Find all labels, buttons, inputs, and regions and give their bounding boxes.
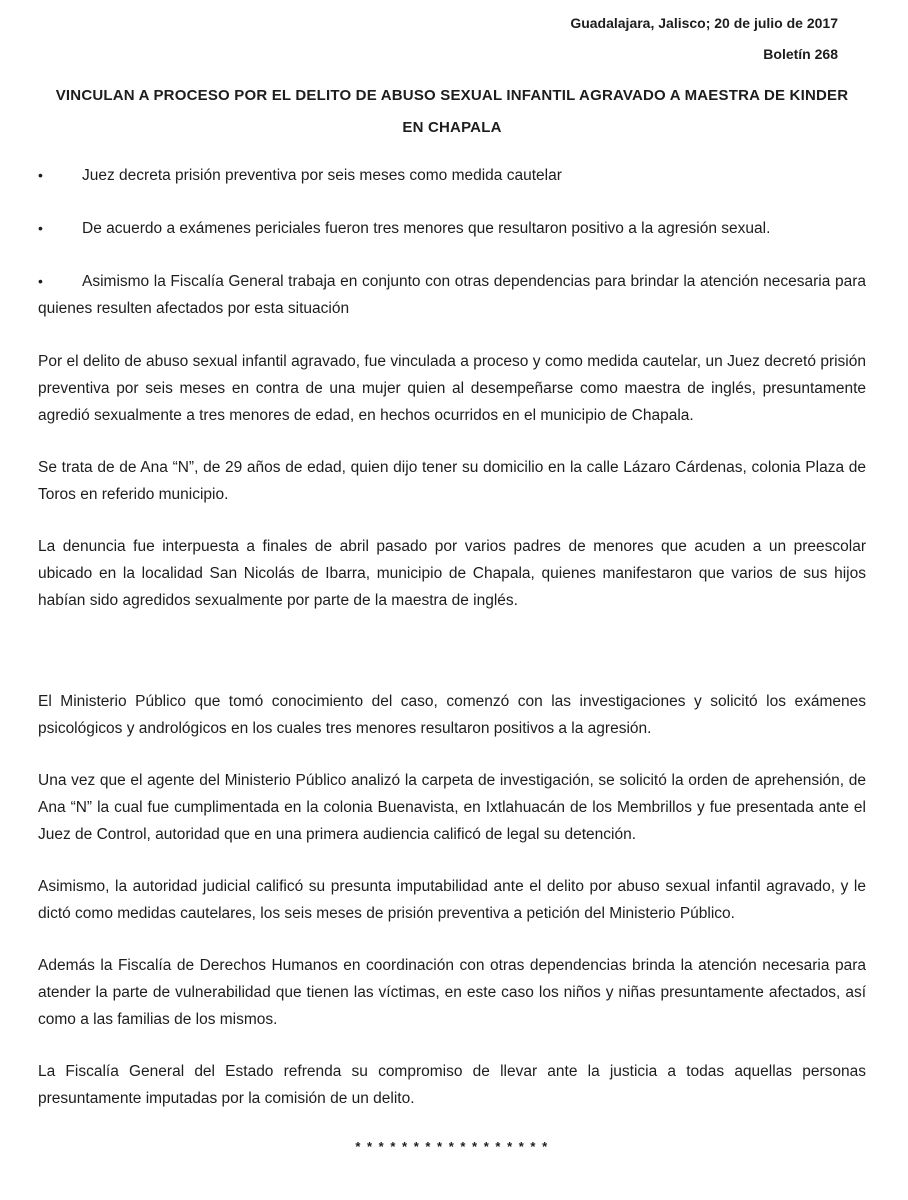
bullet-list <box>38 162 866 322</box>
bullet-item <box>38 268 866 322</box>
paragraph: Además la Fiscalía de Derechos Humanos en coordinación con otras dependencias brinda la atención necesaria para atender la parte de vulnerabilidad que tienen las víctimas, en este caso los niños y niñas presuntamente afectados, así como a las familias de los mismos. <box>38 957 866 1028</box>
bullet-text: De acuerdo a exámenes periciales fueron tres menores que resultaron positivo a la agresión sexual. <box>82 220 771 237</box>
document-header <box>0 0 908 70</box>
paragraph: El Ministerio Público que tomó conocimiento del caso, comenzó con las investigaciones y solicitó los exámenes psicológicos y andrológicos en los cuales tres menores resultaron positivos a la agresión. <box>38 693 866 737</box>
paragraph: Se trata de de Ana “N”, de 29 años de edad, quien dijo tener su domicilio en la calle Lázaro Cárdenas, colonia Plaza de Toros en referido municipio. <box>38 459 866 503</box>
bullet-item <box>38 215 866 242</box>
bullet-icon: • <box>38 273 43 289</box>
paragraph: La Fiscalía General del Estado refrenda su compromiso de llevar ante la justicia a todas aquellas personas presuntamente imputadas por la comisión de un delito. <box>38 1063 866 1107</box>
paragraph: Por el delito de abuso sexual infantil agravado, fue vinculada a proceso y como medida cautelar, un Juez decretó prisión preventiva por seis meses en contra de una mujer quien al desempeñarse como maestra de inglés, presuntamente agredió sexualmente a tres menores de edad, en hechos ocurridos en el municipio de Chapala. <box>38 353 866 424</box>
bullet-text: Juez decreta prisión preventiva por seis meses como medida cautelar <box>82 167 562 184</box>
bullet-icon: • <box>38 220 43 236</box>
paragraph: La denuncia fue interpuesta a finales de abril pasado por varios padres de menores que acuden a un preescolar ubicado en la localidad San Nicolás de Ibarra, municipio de Chapala, quienes manifestaron que varios de sus hijos habían sido agredidos sexualmente por parte de la maestra de inglés. <box>38 538 866 609</box>
dateline: Guadalajara, Jalisco; 20 de julio de 2017 <box>570 15 838 31</box>
document-title: VINCULAN A PROCESO POR EL DELITO DE ABUSO SEXUAL INFANTIL AGRAVADO A MAESTRA DE KINDER EN CHAPALA <box>55 87 849 136</box>
paragraph: Una vez que el agente del Ministerio Público analizó la carpeta de investigación, se solicitó la orden de aprehensión, de Ana “N” la cual fue cumplimentada en la colonia Buenavista, en Ixtlahuacán de los Membrillos y fue presentada ante el Juez de Control, autoridad que en una primera audiencia calificó de legal su detención. <box>38 772 866 843</box>
document-body <box>0 80 908 1157</box>
asterisk-separator: * * * * * * * * * * * * * * * * * <box>355 1139 549 1154</box>
bullet-text: Asimismo la Fiscalía General trabaja en conjunto con otras dependencias para brindar la atención necesaria para quienes resulten afectados por esta situación <box>38 273 866 317</box>
paragraph: Asimismo, la autoridad judicial calificó su presunta imputabilidad ante el delito por abuso sexual infantil agravado, y le dictó como medidas cautelares, los seis meses de prisión preventiva a petición del Ministerio Público. <box>38 878 866 922</box>
bullet-item <box>38 162 866 189</box>
bulletin-number: Boletín 268 <box>763 46 838 62</box>
bullet-icon: • <box>38 167 43 183</box>
